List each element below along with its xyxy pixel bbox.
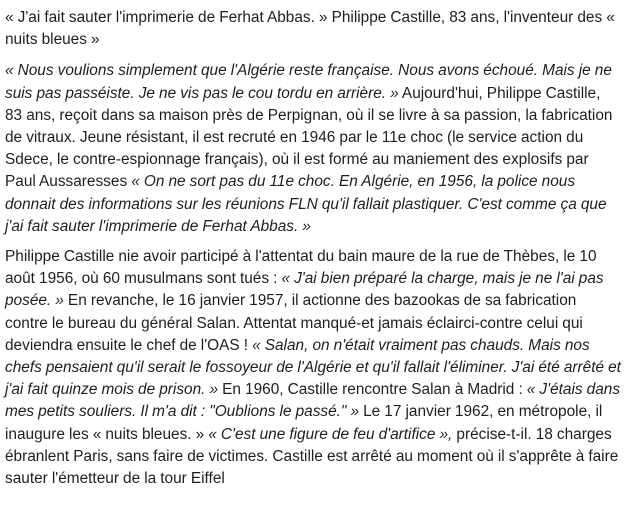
quote-text: « C'est une figure de feu d'artifice », xyxy=(208,425,453,443)
body-text: Le 17 janvier 1962, en métropole, il inaugure les « nuits bleues. » xyxy=(5,403,603,443)
quote-text: « On ne sort pas du 11e choc. En Algérie, en 1956, la police nous donnait des informations sur les réunions FLN qu'il fallait plastiquer. C'est comme ça que j'ai fait sauter l'imprimerie de Ferhat Abbas. » xyxy=(5,173,607,235)
body-text: Aujourd'hui, Philippe Castille, 83 ans, reçoit dans sa maison près de Perpignan, où il se livre à sa passion, la fabrication de vitraux. Jeune résistant, il est recruté en 1946 par le 11e choc (le service action du Sdece, le contre-espionnage français), où il est formé au maniement des explosifs par Paul Aussaresses xyxy=(5,84,613,191)
title-text: « J'ai fait sauter l'imprimerie de Ferhat Abbas. » Philippe Castille, 83 ans, l'inventeur des « nuits bleues » xyxy=(5,9,615,49)
body-text: précise-t-il. 18 charges ébranlent Paris, sans faire de victimes. Castille est arrêté au moment où il s'apprête à faire sauter l'émetteur de la tour Eiffel xyxy=(5,425,619,488)
quote-text: « J'étais dans mes petits souliers. Il m'a dit : "Oublions le passé." » xyxy=(5,381,621,421)
post-paragraph-1 xyxy=(5,60,621,238)
quote-text: « J'ai bien préparé la charge, mais je ne l'ai pas posée. » xyxy=(5,270,604,310)
body-text: Philippe Castille nie avoir participé à l'attentat du bain maure de la rue de Thèbes, le 10 août 1956, où 60 musulmans sont tués : xyxy=(5,248,597,288)
post-title-paragraph xyxy=(5,7,621,51)
post-paragraph-2 xyxy=(5,246,621,490)
body-text: En revanche, le 16 janvier 1957, il actionne des bazookas de sa fabrication contre le bureau du général Salan. Attentat manqué-et jamais éclairci-contre celui qui deviendra ensuite le chef de l'OAS ! xyxy=(5,292,583,354)
body-text: En 1960, Castille rencontre Salan à Madrid : xyxy=(218,381,527,399)
quote-text: « Nous voulions simplement que l'Algérie reste française. Nous avons échoué. Mais je ne suis pas passéiste. Je ne vis pas le cou tordu en arrière. » xyxy=(5,62,612,102)
quote-text: « Salan, on n'était vraiment pas chauds. Mais nos chefs pensaient qu'il serait le fossoyeur de l'Algérie et qu'il fallait l'éliminer. J'ai été arrêté et j'ai fait quinze mois de prison. » xyxy=(5,336,621,399)
